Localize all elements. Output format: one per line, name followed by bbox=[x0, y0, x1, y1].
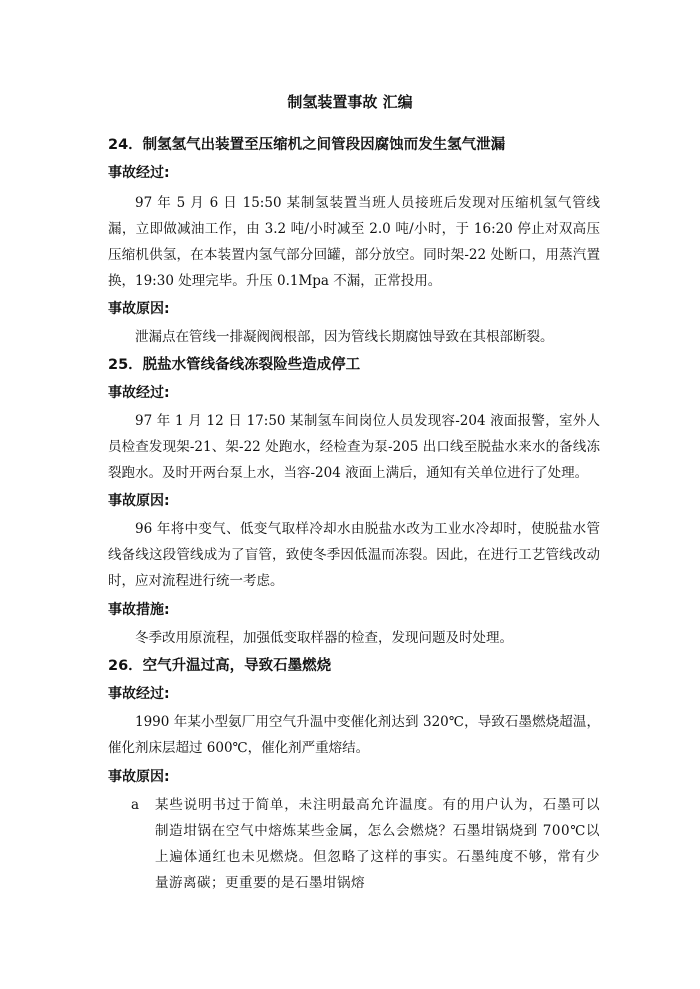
section-24-cause-text: 泄漏点在管线一排凝阀阀根部，因为管线长期腐蚀导致在其根部断裂。 bbox=[135, 329, 554, 345]
section-24-process-text: 97 年 5 月 6 日 15:50 某制氢装置当班人员接班后发现对压缩机氢气管线漏，立即做减油工作，由 3.2 吨/小时减至 2.0 吨/小时，于 16:20 停止对双高压压缩机供氢，在本装置内氢气部分回罐，部分放空。同时架-22 处断口，用蒸汽置换，19:30 处理完毕。升压 0.1Mpa 不漏，正常投用。 bbox=[108, 195, 600, 289]
section-26-process-label: 事故经过: bbox=[108, 686, 170, 702]
section-25-process-label: 事故经过: bbox=[108, 385, 170, 401]
section-25-cause-text: 96 年将中变气、低变气取样冷却水由脱盐水改为工业水冷却时，使脱盐水管线备线这段管线成为了盲管，致使冬季因低温而冻裂。因此，在进行工艺管线改动时，应对流程进行统一考虑。 bbox=[108, 521, 600, 589]
section-25-heading: 25．脱盐水管线备线冻裂险些造成停工 bbox=[108, 357, 361, 373]
section-26-process-text: 1990 年某小型氨厂用空气升温中变催化剂达到 320℃，导致石墨燃烧超温，催化剂床层超过 600℃，催化剂严重熔结。 bbox=[108, 714, 600, 756]
list-item-marker: a bbox=[131, 797, 140, 813]
section-24-cause-label: 事故原因: bbox=[108, 301, 170, 317]
section-24-process-label: 事故经过: bbox=[108, 165, 170, 181]
section-25-measure-label: 事故措施: bbox=[108, 602, 170, 618]
list-item-text: 某些说明书过于简单，未注明最高允许温度。有的用户认为，石墨可以制造坩锅在空气中熔炼某些金属，怎么会燃烧？石墨坩锅烧到 700℃以上遍体通红也未见燃烧。但忽略了这样的事实。石墨纯度不够，常有少量游离碳；更重要的是石墨坩锅熔 bbox=[155, 797, 600, 891]
section-24-heading: 24．制氢氢气出装置至压缩机之间管段因腐蚀而发生氢气泄漏 bbox=[108, 137, 506, 153]
section-25-cause-label: 事故原因: bbox=[108, 493, 170, 509]
section-25-measure-text: 冬季改用原流程，加强低变取样器的检查，发现问题及时处理。 bbox=[135, 630, 513, 646]
section-26-cause-label: 事故原因: bbox=[108, 769, 170, 785]
section-26-heading: 26．空气升温过高，导致石墨燃烧 bbox=[108, 658, 332, 674]
document-title: 制氢装置事故 汇编 bbox=[287, 93, 413, 111]
section-25-process-text: 97 年 1 月 12 日 17:50 某制氢车间岗位人员发现容-204 液面报警，室外人员检查发现架-21、架-22 处跑水，经检查为泵-205 出口线至脱盐水来水的备线冻裂跑水。及时开两台泵上水，当容-204 液面上满后，通知有关单位进行了处理。 bbox=[108, 413, 600, 481]
